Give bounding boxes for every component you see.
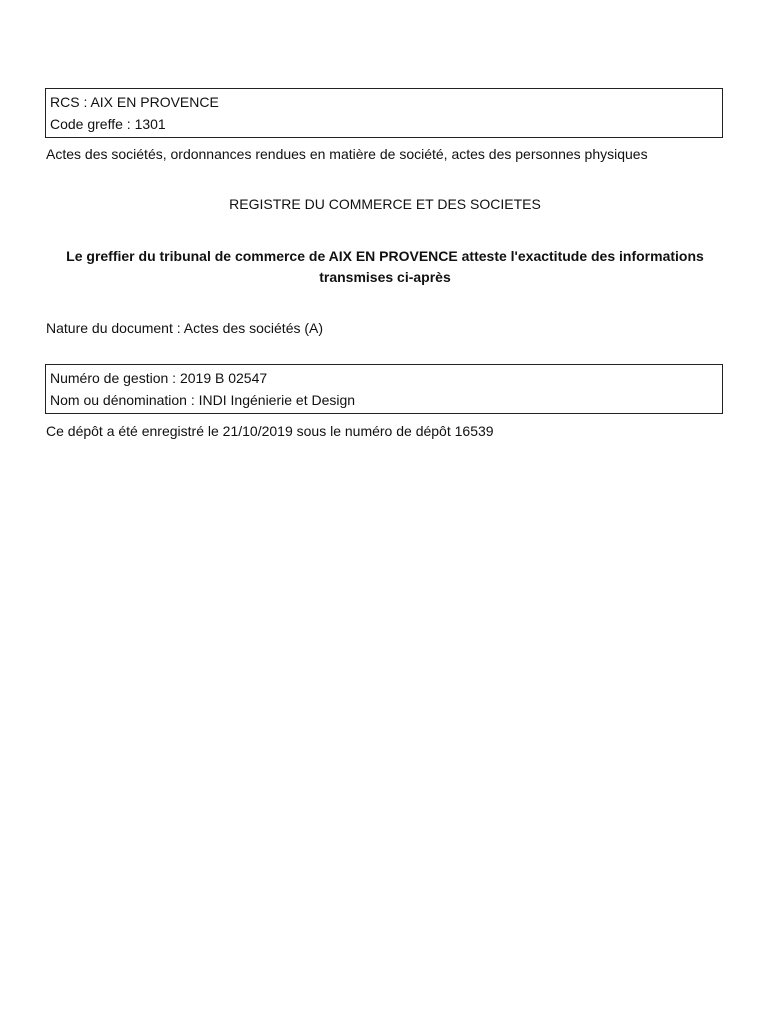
registry-title: REGISTRE DU COMMERCE ET DES SOCIETES [229, 196, 541, 212]
code-greffe: Code greffe : 1301 [50, 116, 166, 132]
document-subtitle: Actes des sociétés, ordonnances rendues en matière de société, actes des personnes physiques [46, 146, 648, 162]
attestation-statement: Le greffier du tribunal de commerce de AIX EN PROVENCE atteste l'exactitude des informations transmises ci-après [66, 248, 704, 285]
depot-record: Ce dépôt a été enregistré le 21/10/2019 sous le numéro de dépôt 16539 [46, 423, 494, 439]
rcs-city: RCS : AIX EN PROVENCE [50, 94, 219, 110]
company-name: Nom ou dénomination : INDI Ingénierie et Design [50, 392, 356, 408]
company-info-box [45, 364, 723, 414]
rcs-info-box [45, 88, 723, 138]
document-nature: Nature du document : Actes des sociétés (A) [46, 320, 324, 336]
numero-gestion: Numéro de gestion : 2019 B 02547 [50, 370, 268, 386]
